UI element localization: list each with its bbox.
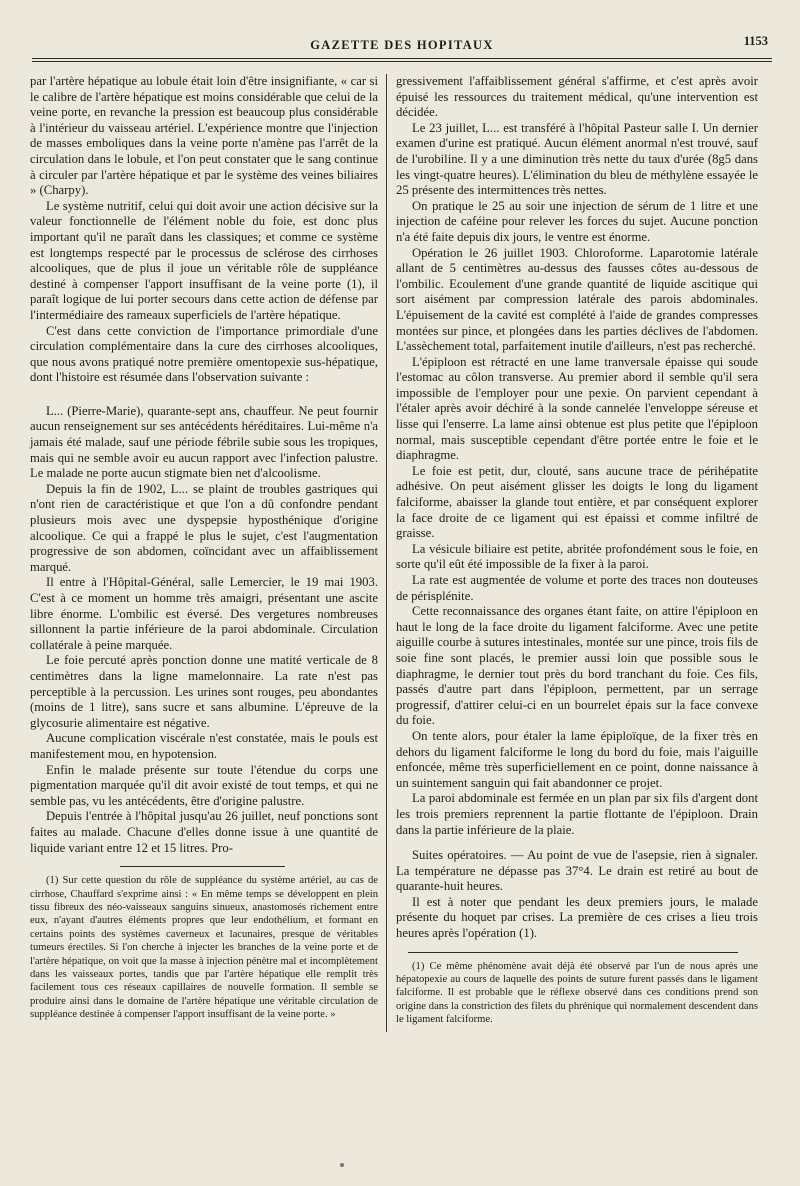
page-number: 1153 — [743, 34, 768, 48]
paragraph: L'épiploon est rétracté en une lame tranversale épaisse qui soude l'estomac au côlon transverse. Au premier abord il semble qu'il sera impossible de l'employer pour une pexie. On parvient cependant à l'étaler après avoir déchiré à la sonde cannelée l'enveloppe séreuse et lisse qui l'enserre. La lame ainsi obtenue est plus petite que l'épiploon normal, mais susceptible cependant d'être portée entre le foie et le diaphragme. — [396, 354, 758, 463]
observation-paragraph: Enfin le malade présente sur toute l'étendue du corps une pigmentation marquée qu'il dit avoir existé de tout temps, et qui ne semble pas, vu les antécédents, être d'origine palustre. — [30, 762, 378, 808]
paragraph: C'est dans cette conviction de l'importance primordiale d'une circulation complémentaire dans la cure des cirrhoses alcooliques, que nous avons pratiqué notre première omentopexie sus-hépatique, dont l'histoire est résumée dans l'observation suivante : — [30, 323, 378, 385]
page-header — [30, 34, 774, 56]
paragraph: par l'artère hépatique au lobule était loin d'être insignifiante, « car si le calibre de l'artère hépatique est moins considérable que celui de la veine porte, en revanche la pression est beaucoup plus considérable à l'intérieur du vaisseau artériel. L'expérience montre que l'injection de masses emboliques dans la veine porte n'amène pas l'arrêt de la circulation dans le lobule, et l'on peut constater que le sang continue à circuler par l'artère hépatique et par le système des veines biliaires » (Charpy). — [30, 74, 378, 198]
observation-paragraph: Aucune complication viscérale n'est constatée, mais le pouls est manifestement mou, en hypotension. — [30, 731, 378, 761]
footnote-rule — [120, 866, 285, 867]
paragraph: Il est à noter que pendant les deux premiers jours, le malade présente du hoquet par crises. La première de ces crises a lieu trois heures après l'opération (1). — [396, 894, 758, 941]
paragraph: Le 23 juillet, L... est transféré à l'hôpital Pasteur salle I. Un dernier examen d'urine est pratiqué. Aucun élément anormal n'est trouvé, sauf de l'urobiline. Il y a une diminution très nette du taux d'urée (8g5 dans les vingt-quatre heures). L'élimination du bleu de méthylène essayée le 25 présente des intermittences très nettes. — [396, 120, 758, 198]
right-column — [396, 74, 758, 1027]
observation-paragraph: L... (Pierre-Marie), quarante-sept ans, chauffeur. Ne peut fournir aucun renseignement sur ses antécédents héréditaires. Lui-même n'a jamais été malade, sauf une période fébrile subie sous les tropiques, mais qui ne semble avoir eu aucun rapport avec l'infection palustre. Le malade ne porte aucun stigmate bien net d'alcoolisme. — [30, 403, 378, 481]
newspaper-title: GAZETTE DES HOPITAUX — [310, 38, 494, 52]
paragraph: Le foie est petit, dur, clouté, sans aucune trace de périhépatite adhésive. On peut aisément glisser les doigts le long du ligament falciforme, abaisser la glande tout entière, et par conséquent explorer la face droite de ce ligament qui est épaissi et comme infiltré de graisse. — [396, 463, 758, 541]
header-rule-thin — [32, 61, 772, 62]
observation-paragraph: Le foie percuté après ponction donne une matité verticale de 8 centimètres dans la ligne mamelonnaire. La rate n'est pas perceptible à la percussion. Les urines sont rouges, peu abondantes (moins de 1 litre), sans sucre et sans albumine. L'épreuve de la glycosurie alimentaire est négative. — [30, 653, 378, 730]
paragraph: Cette reconnaissance des organes étant faite, on attire l'épiploon en haut le long de la face droite du ligament falciforme. Avec une petite aiguille courbe à sutures intestinales, montée sur une pince, trois fils de soie fine sont placés, le premier aussi loin que possible sous le diaphragme, le dernier tout près du bord tranchant du foie. Ces fils, passés d'autre part dans l'épiploon, permettent, par un serrage progressif, d'attirer celui-ci en un bourrelet épais sur la face convexe du foie. — [396, 604, 758, 728]
paragraph: La rate est augmentée de volume et porte des traces non douteuses de périsplénite. — [396, 573, 758, 603]
observation-paragraph: Depuis l'entrée à l'hôpital jusqu'au 26 juillet, neuf ponctions sont faites au malade. Chacune d'elles donne issue à une quantité de liquide variant entre 12 et 15 litres. Pro- — [30, 809, 378, 855]
column-separator — [386, 74, 387, 1032]
left-column — [30, 74, 378, 1022]
header-rule — [32, 58, 772, 59]
paragraph: Le système nutritif, celui qui doit avoir une action décisive sur la valeur fonctionnelle de l'élément noble du foie, est donc plus important qu'il ne paraît dans les classiques; et comme ce système est longtemps respecté par le processus de sclérose des cirrhoses alcooliques, que de plus il joue un véritable rôle de suppléance destiné à compenser l'apport insuffisant de la veine porte (1), il paraît logique de lui porter secours dans cette action de défense par l'intermédiaire des rameaux superficiels de l'artère hépatique. — [30, 198, 378, 322]
paragraph: On tente alors, pour étaler la lame épiploïque, de la fixer très en dehors du ligament falciforme le long du bord du foie, mais l'aiguille enfoncée, même très superficiellement en ce point, donne naissance à un suintement sanguin qui fait abandonner ce projet. — [396, 728, 758, 790]
observation-paragraph: Il entre à l'Hôpital-Général, salle Lemercier, le 19 mai 1903. C'est à ce moment un homme très amaigri, présentant une ascite libre énorme. L'ombilic est éversé. Des vergetures nombreuses sillonnent la partie inférieure de la paroi abdominale. Circulation collatérale à peine marquée. — [30, 575, 378, 652]
paragraph: La vésicule biliaire est petite, abritée profondément sous le foie, en sorte qu'il eût été impossible de la fixer à la paroi. — [396, 541, 758, 572]
paragraph: gressivement l'affaiblissement général s'affirme, et c'est après avoir épuisé les ressources du traitement médical, qu'une intervention est décidée. — [396, 74, 758, 120]
footnote-rule — [408, 952, 738, 953]
observation-paragraph: Depuis la fin de 1902, L... se plaint de troubles gastriques qui n'ont rien de caractéristique et que l'on a dû confondre pendant plusieurs mois avec une dyspepsie hyposthénique d'origine alcoolique. Ce qui a frappé le plus le sujet, c'est l'augmentation progressive de son abdomen, coïncidant avec un affaiblissement marqué. — [30, 481, 378, 574]
operation-paragraph: Opération le 26 juillet 1903. Chloroforme. Laparotomie latérale allant de 5 centimètres au-dessus des fausses côtes au-dessous de l'ombilic. Ecoulement d'une grande quantité de liquide ascitique qui sort aisément par compression latérale des parois abdominales. L'épuisement de la cavité est complété à l'aide de grandes compresses montées sur pince, et plongées dans les parties déclives de l'abdomen. L'assèchement total, parfaitement inutile d'ailleurs, n'est pas recherché. — [396, 245, 758, 354]
paragraph: La paroi abdominale est fermée en un plan par six fils d'argent dont les trois premiers reprennent la partie flottante de l'épiploon. Drain dans la partie inférieure de la plaie. — [396, 791, 758, 837]
paragraph: On pratique le 25 au soir une injection de sérum de 1 litre et une injection de caféine pour relever les forces du sujet. Aucune ponction n'a été faite depuis dix jours, le ventre est énorme. — [396, 198, 758, 244]
footnote: (1) Ce même phénomène avait déjà été observé par l'un de nous après une hépatopexie au cours de laquelle des points de suture furent passés dans le ligament falciforme. Il est probable que le réflexe observé dans ces conditions prend son origine dans la constriction des filets du phrénique qui normalement descendent dans le ligament falciforme. — [396, 960, 758, 1026]
footnote: (1) Sur cette question du rôle de suppléance du système artériel, au cas de cirrhose, Chauffard s'exprime ainsi : « En même temps se développent en plein tissu fibreux des néo-vaisseaux sanguins sinueux, anastomosés richement entre eux, n'ayant d'autres éléments propres que leur endothélium, et formant en certains points des systèmes caverneux et lacunaires, presque de véritables tumeurs érectiles. Si l'on cherche à injecter les branches de la veine porte et de l'artère hépatique, on voit que la masse à injection pénètre mal et incomplètement dans les vaisseaux portes, tandis que par l'artère hépatique elle remplit très facilement tous ces réseaux capillaires de nouvelle formation. Il semble se produire ainsi dans le domaine de l'artère hépatique une véritable circulation de suppléance destinée à compenser l'apport insuffisant de la veine porte. » — [30, 875, 378, 1021]
print-mark — [340, 1163, 344, 1167]
suites-operatoires-paragraph: Suites opératoires. — Au point de vue de l'asepsie, rien à signaler. La température ne dépasse pas 37°4. Le drain est retiré au bout de quarante-huit heures. — [396, 848, 758, 894]
